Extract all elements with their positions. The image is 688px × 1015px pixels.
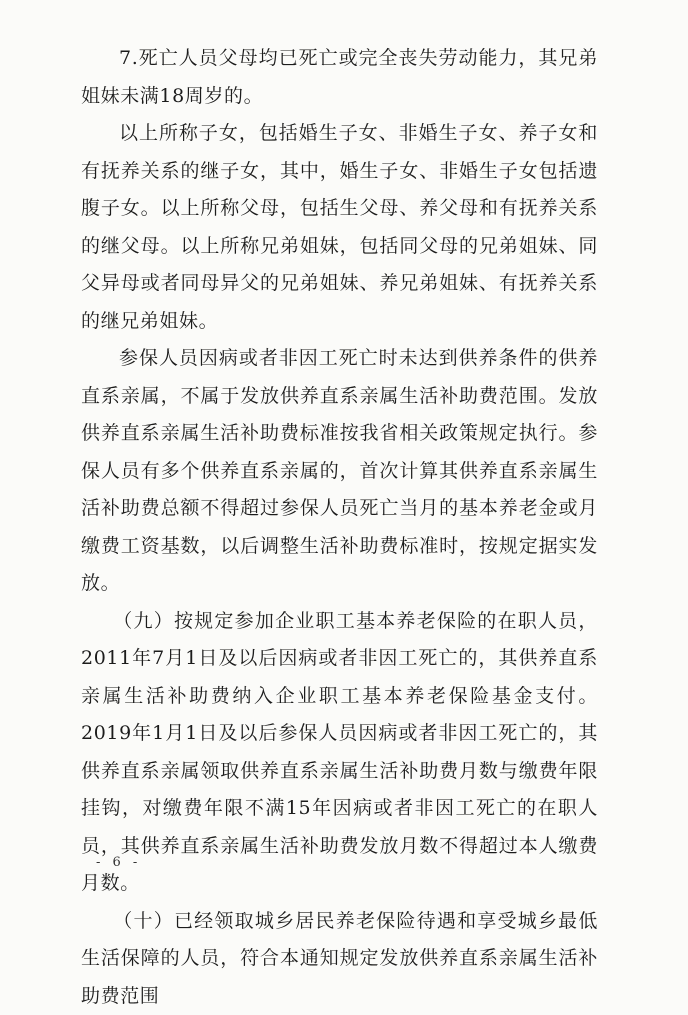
page-number: - 6 -	[96, 855, 141, 870]
paragraph-section-10: （十）已经领取城乡居民养老保险待遇和享受城乡最低生活保障的人员，符合本通知规定发放供养直系亲属生活补助费范围	[81, 903, 598, 1015]
paragraph-definitions: 以上所称子女，包括婚生子女、非婚生子女、养子女和有抚养关系的继子女，其中，婚生子女、非婚生子女包括遗腹子女。以上所称父母，包括生父母、养父母和有抚养关系的继父母。以上所称兄弟姐妹，包括同父母的兄弟姐妹、同父异母或者同母异父的兄弟姐妹、养兄弟姐妹、有抚养关系的继兄弟姐妹。	[81, 115, 598, 340]
paragraph-not-eligible: 参保人员因病或者非因工死亡时未达到供养条件的供养直系亲属，不属于发放供养直系亲属生活补助费范围。发放供养直系亲属生活补助费标准按我省相关政策规定执行。参保人员有多个供养直系亲属的，首次计算其供养直系亲属生活补助费总额不得超过参保人员死亡当月的基本养老金或月缴费工资基数，以后调整生活补助费标准时，按规定据实发放。	[81, 340, 598, 603]
paragraph-section-9: （九）按规定参加企业职工基本养老保险的在职人员，2011年7月1日及以后因病或者非因工死亡的，其供养直系亲属生活补助费纳入企业职工基本养老保险基金支付。2019年1月1日及以后参保人员因病或者非因工死亡的，其供养直系亲属领取供养直系亲属生活补助费月数与缴费年限挂钩，对缴费年限不满15年因病或者非因工死亡的在职人员，其供养直系亲属生活补助费发放月数不得超过本人缴费月数。	[81, 603, 598, 903]
paragraph-item-7: 7.死亡人员父母均已死亡或完全丧失劳动能力，其兄弟姐妹未满18周岁的。	[81, 40, 598, 115]
